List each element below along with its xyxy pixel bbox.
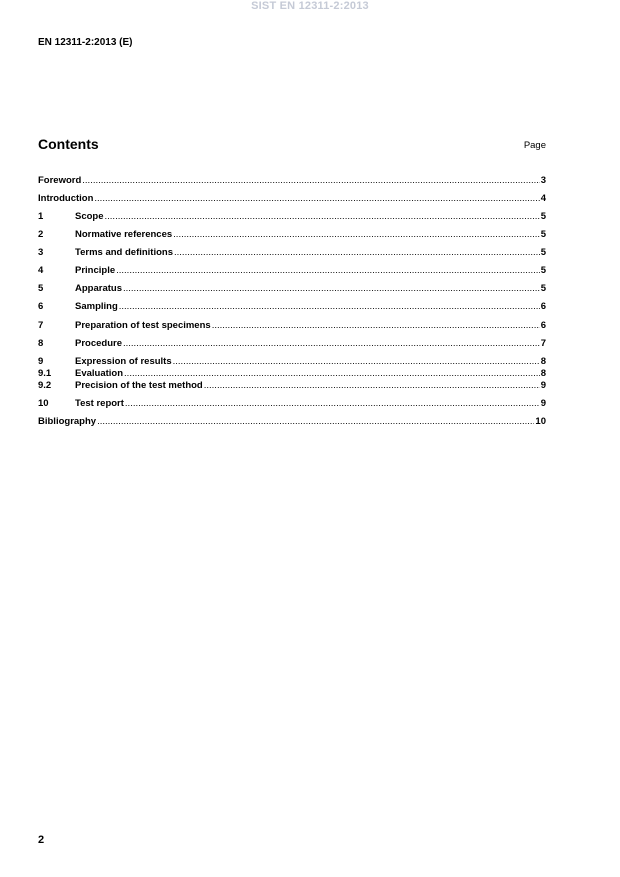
toc-entry-title: Sampling <box>75 301 118 312</box>
dot-leader <box>172 356 540 368</box>
toc-entry-page: 10 <box>535 416 546 427</box>
toc-entry-test-report[interactable] <box>38 398 546 410</box>
dot-leader <box>124 398 540 410</box>
toc-entry-page: 5 <box>540 265 546 276</box>
toc-entry-page: 9 <box>540 380 546 391</box>
toc-entry-number: 10 <box>38 398 49 409</box>
toc-entry-number: 6 <box>38 301 44 312</box>
toc-entry-sampling[interactable] <box>38 301 546 313</box>
toc-entry-title: Principle <box>75 265 116 276</box>
dot-leader <box>211 320 540 332</box>
toc-entry-page: 6 <box>540 320 546 331</box>
toc-entry-title: Test report <box>75 398 124 409</box>
document-id-header: EN 12311-2:2013 (E) <box>38 37 133 48</box>
toc-entry-precision-of-the-test-method[interactable] <box>38 380 546 392</box>
dot-leader <box>115 265 540 277</box>
toc-entry-terms-and-definitions[interactable] <box>38 247 546 259</box>
toc-entry-foreword[interactable] <box>38 175 546 187</box>
dot-leader <box>123 368 540 380</box>
dot-leader <box>81 175 539 187</box>
toc-entry-page: 5 <box>540 283 546 294</box>
dot-leader <box>93 193 539 205</box>
toc-entry-preparation-of-test-specimens[interactable] <box>38 320 546 332</box>
toc-entry-page: 8 <box>540 356 546 367</box>
toc-entry-page: 9 <box>540 398 546 409</box>
toc-entry-evaluation[interactable] <box>38 368 546 380</box>
toc-entry-number: 9.2 <box>38 380 52 391</box>
toc-entry-title: Apparatus <box>75 283 122 294</box>
table-of-contents <box>38 175 546 428</box>
dot-leader <box>173 247 540 259</box>
toc-entry-procedure[interactable] <box>38 338 546 350</box>
toc-entry-title: Procedure <box>75 338 122 349</box>
toc-entry-principle[interactable] <box>38 265 546 277</box>
dot-leader <box>118 301 540 313</box>
toc-entry-number: 4 <box>38 265 44 276</box>
dot-leader <box>172 229 540 241</box>
toc-entry-page: 6 <box>540 301 546 312</box>
toc-entry-title: Scope <box>75 211 104 222</box>
toc-entry-number: 2 <box>38 229 44 240</box>
toc-entry-number: 3 <box>38 247 44 258</box>
dot-leader <box>203 380 540 392</box>
toc-entry-page: 5 <box>540 229 546 240</box>
toc-entry-page: 3 <box>540 175 546 186</box>
toc-entry-number: 9 <box>38 356 44 367</box>
toc-entry-expression-of-results[interactable] <box>38 356 546 368</box>
toc-entry-normative-references[interactable] <box>38 229 546 241</box>
dot-leader <box>122 283 540 295</box>
page-column-label: Page <box>523 140 546 151</box>
toc-entry-number: 7 <box>38 320 44 331</box>
toc-entry-page: 5 <box>540 247 546 258</box>
toc-entry-title: Expression of results <box>75 356 172 367</box>
toc-entry-number: 9.1 <box>38 368 52 379</box>
toc-entry-page: 7 <box>540 338 546 349</box>
toc-entry-apparatus[interactable] <box>38 283 546 295</box>
dot-leader <box>104 211 540 223</box>
toc-entry-bibliography[interactable] <box>38 416 546 428</box>
toc-entry-title: Introduction <box>38 193 94 204</box>
contents-heading: Contents <box>38 136 99 152</box>
toc-entry-title: Preparation of test specimens <box>75 320 211 331</box>
toc-entry-title: Foreword <box>38 175 82 186</box>
toc-entry-number: 5 <box>38 283 44 294</box>
toc-entry-page: 8 <box>540 368 546 379</box>
footer-page-number: 2 <box>38 834 45 846</box>
toc-entry-number: 8 <box>38 338 44 349</box>
toc-entry-title: Bibliography <box>38 416 97 427</box>
toc-entry-scope[interactable] <box>38 211 546 223</box>
dot-leader <box>122 338 540 350</box>
toc-entry-page: 4 <box>540 193 546 204</box>
toc-entry-title: Terms and definitions <box>75 247 174 258</box>
toc-entry-title: Precision of the test method <box>75 380 203 391</box>
toc-entry-number: 1 <box>38 211 44 222</box>
toc-entry-title: Evaluation <box>75 368 124 379</box>
document-watermark: SIST EN 12311-2:2013 <box>251 0 369 12</box>
toc-entry-introduction[interactable] <box>38 193 546 205</box>
toc-entry-page: 5 <box>540 211 546 222</box>
dot-leader <box>96 416 534 428</box>
toc-entry-title: Normative references <box>75 229 173 240</box>
